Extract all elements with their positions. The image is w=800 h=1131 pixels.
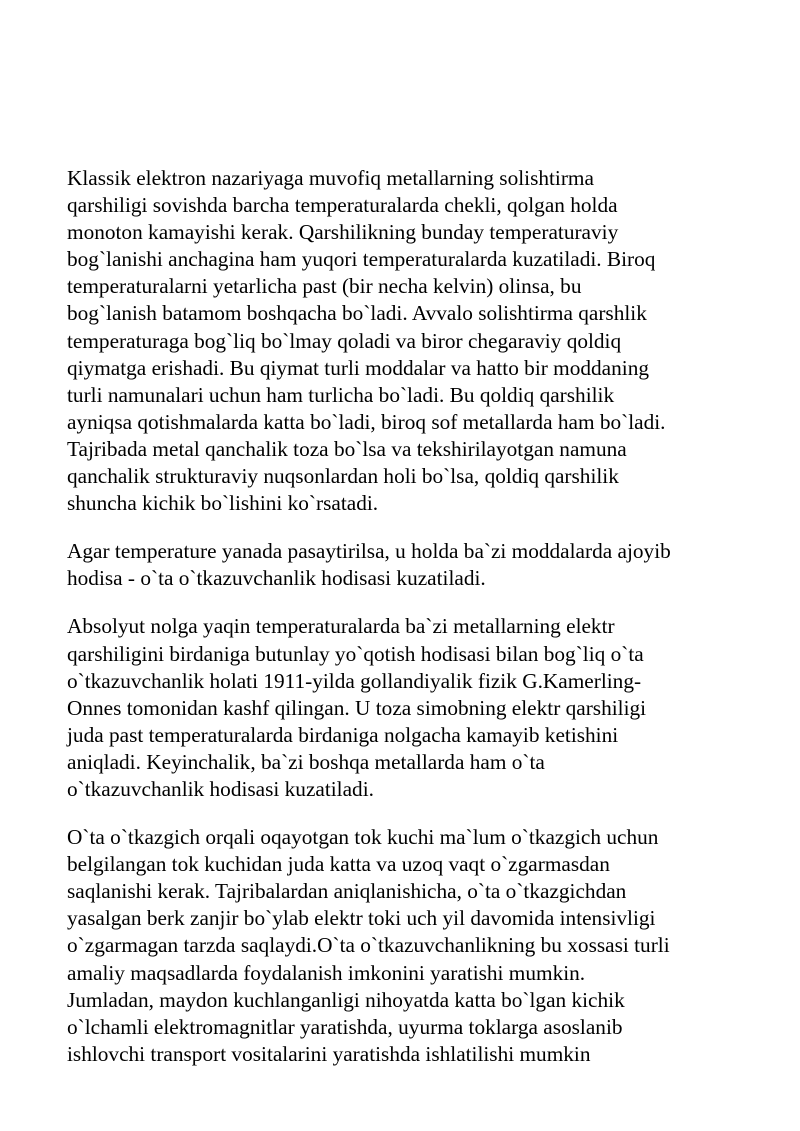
text-line: Klassik elektron nazariyaga muvofiq metallarning solishtirma xyxy=(67,166,594,190)
text-line: o`zgarmagan tarzda saqlaydi.O`ta o`tkazuvchanlikning bu xossasi turli xyxy=(67,933,670,958)
text-line: qanchalik strukturaviy nuqsonlardan holi bo`lsa, qoldiq qarshilik xyxy=(67,464,619,489)
text-line: temperaturalarni yetarlicha past (bir necha kelvin) olinsa, bu xyxy=(67,274,582,299)
text-line: bog`lanishi anchagina ham yuqori temperaturalarda kuzatiladi. Biroq xyxy=(67,247,656,272)
text-line: qiymatga erishadi. Bu qiymat turli moddalar va hatto bir moddaning xyxy=(67,355,649,380)
text-line: Tajribada metal qanchalik toza bo`lsa va tekshirilayotgan namuna xyxy=(67,436,627,461)
text-line: temperaturaga bog`liq bo`lmay qoladi va biror chegaraviy qoldiq xyxy=(67,328,622,353)
text-line: Jumladan, maydon kuchlanganligi nihoyatda katta bo`lgan kichik xyxy=(67,987,625,1012)
text-line: qarshiligi sovishda barcha temperaturalarda chekli, qolgan holda xyxy=(67,193,618,218)
text-line: belgilangan tok kuchidan juda katta va uzoq vaqt o`zgarmasdan xyxy=(67,852,610,877)
text-line: O`ta o`tkazgich orqali oqayotgan tok kuchi ma`lum o`tkazgich uchun xyxy=(67,825,659,850)
text-line: shuncha kichik bo`lishini ko`rsatadi. xyxy=(67,491,379,516)
paragraph-discovery xyxy=(67,613,767,803)
text-line: Agar temperature yanada pasaytirilsa, u holda ba`zi moddalarda ajoyib xyxy=(67,539,671,564)
text-line: Absolyut nolga yaqin temperaturalarda ba`zi metallarning elektr xyxy=(67,614,615,639)
text-line: saqlanishi kerak. Tajribalardan aniqlanishicha, o`ta o`tkazgichdan xyxy=(67,879,627,904)
text-line: turli namunalari uchun ham turlicha bo`ladi. Bu qoldiq qarshilik xyxy=(67,382,615,407)
text-line: qarshiligini birdaniga butunlay yo`qotish hodisasi bilan bog`liq o`ta xyxy=(67,641,644,666)
text-line: o`lchamli elektromagnitlar yaratishda, uyurma toklarga asoslanib xyxy=(67,1014,623,1039)
text-line: bog`lanish batamom boshqacha bo`ladi. Avvalo solishtirma qarshlik xyxy=(67,301,647,326)
text-line: aniqladi. Keyinchalik, ba`zi boshqa metallarda ham o`ta xyxy=(67,749,545,774)
text-line: hodisa - o`ta o`tkazuvchanlik hodisasi kuzatiladi. xyxy=(67,566,486,591)
text-line: ishlovchi transport vositalarini yaratishda ishlatilishi mumkin xyxy=(67,1041,591,1066)
paragraph-classical-theory xyxy=(67,165,767,517)
text-line: o`tkazuvchanlik hodisasi kuzatiladi. xyxy=(67,776,374,801)
paragraph-superconductivity-intro xyxy=(67,538,767,592)
text-line: amaliy maqsadlarda foydalanish imkonini yaratishi mumkin. xyxy=(67,960,586,985)
text-line: o`tkazuvchanlik holati 1911-yilda gollandiyalik fizik G.Kamerling- xyxy=(67,668,642,693)
text-line: monoton kamayishi kerak. Qarshilikning bunday temperaturaviy xyxy=(67,220,619,245)
text-line: Onnes tomonidan kashf qilingan. U toza simobning elektr qarshiligi xyxy=(67,695,647,720)
document-page xyxy=(67,165,767,1089)
text-line: juda past temperaturalarda birdaniga nolgacha kamayib ketishini xyxy=(67,722,619,747)
text-line: ayniqsa qotishmalarda katta bo`ladi, biroq sof metallarda ham bo`ladi. xyxy=(67,409,666,434)
text-line: yasalgan berk zanjir bo`ylab elektr toki uch yil davomida intensivligi xyxy=(67,906,656,931)
paragraph-applications xyxy=(67,824,767,1068)
